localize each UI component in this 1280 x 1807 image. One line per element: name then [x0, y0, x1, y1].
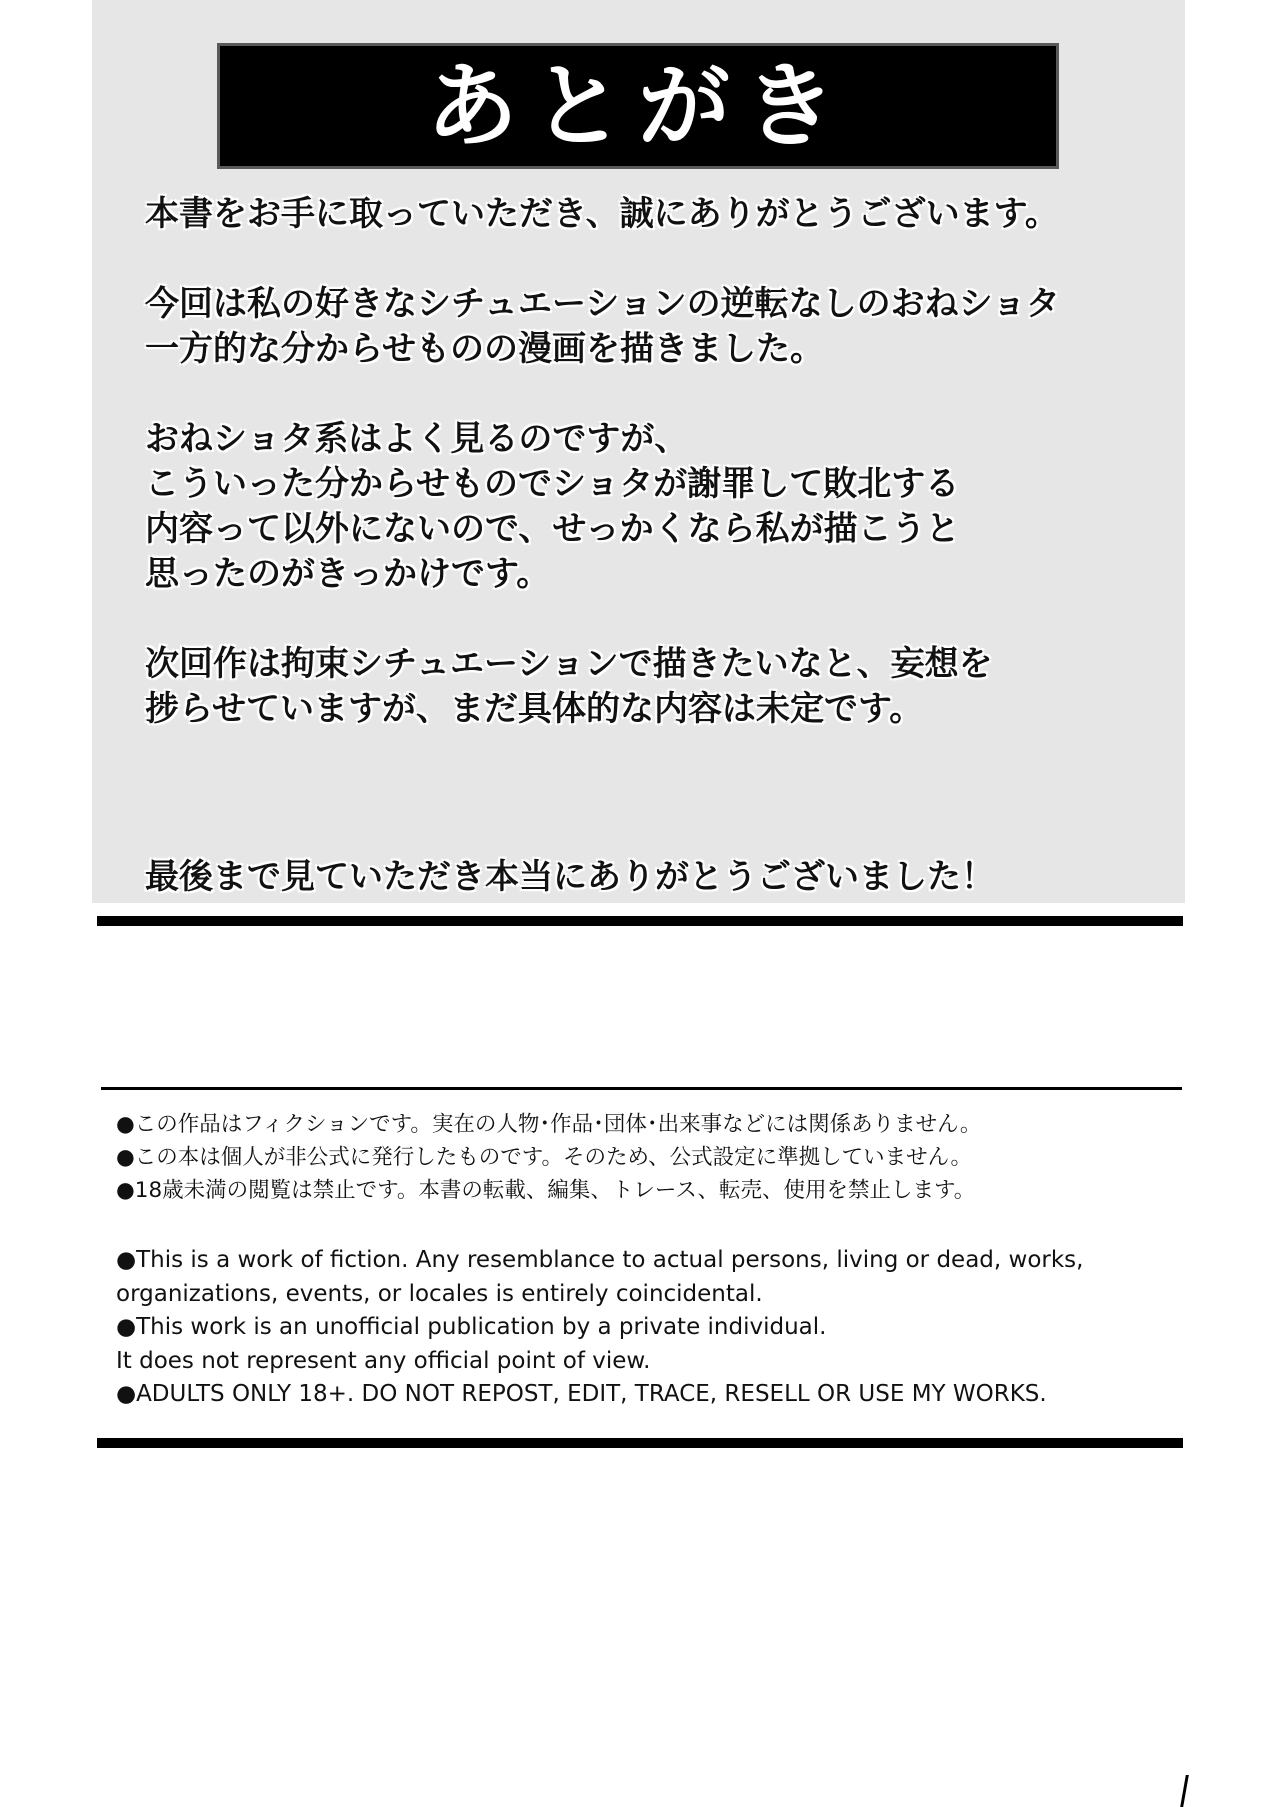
notice-line: It does not represent any official point of view.: [116, 1347, 651, 1374]
divider-thick: [97, 1438, 1183, 1448]
page-corner-mark: [1180, 1775, 1189, 1807]
notice-line: ●この作品はフィクションです。実在の人物･作品･団体･出来事などには関係ありません。: [116, 1112, 982, 1137]
notice-line: organizations, events, or locales is entirely coincidental.: [116, 1280, 763, 1307]
afterword-closing: 最後まで見ていただき本当にありがとうございました！: [145, 857, 995, 897]
page-title: あとがき: [425, 52, 850, 160]
notice-line: ●This work is an unofficial publication by a private individual.: [116, 1314, 827, 1340]
notice-english: [116, 1244, 1186, 1412]
divider-thin: [101, 1087, 1182, 1090]
notice-line: ●18歳未満の閲覧は禁止です。本書の転載、編集、トレース、転売、使用を禁止します。: [116, 1178, 976, 1203]
afterword-body: [145, 192, 1185, 897]
afterword-paragraph: 今回は私の好きなシチュエーションの逆転なしのおねショタ 一方的な分からせものの漫画を描きました。: [145, 284, 1060, 369]
notice-line: ●この本は個人が非公式に発行したものです。そのため、公式設定に準拠していません。: [116, 1145, 972, 1170]
afterword-panel: [92, 0, 1185, 903]
afterword-paragraph: 本書をお手に取っていただき、誠にありがとうございます。: [145, 194, 1059, 234]
notice-line: ●ADULTS ONLY 18+. DO NOT REPOST, EDIT, TRACE, RESELL OR USE MY WORKS.: [116, 1381, 1047, 1407]
notice-line: ●This is a work of fiction. Any resemblance to actual persons, living or dead, works,: [116, 1247, 1084, 1273]
title-banner: [217, 43, 1059, 169]
afterword-paragraph: おねショタ系はよく見るのですが、 こういった分からせものでショタが謝罪して敗北する 内容って以外にないので、せっかくなら私が描こうと 思ったのがきっかけです。: [145, 419, 960, 594]
notice-japanese: [116, 1108, 1186, 1207]
afterword-paragraph: 次回作は拘束シチュエーションで描きたいなと、妄想を 捗らせていますが、まだ具体的な内容は未定です。: [145, 644, 993, 729]
divider-thick: [97, 916, 1183, 926]
